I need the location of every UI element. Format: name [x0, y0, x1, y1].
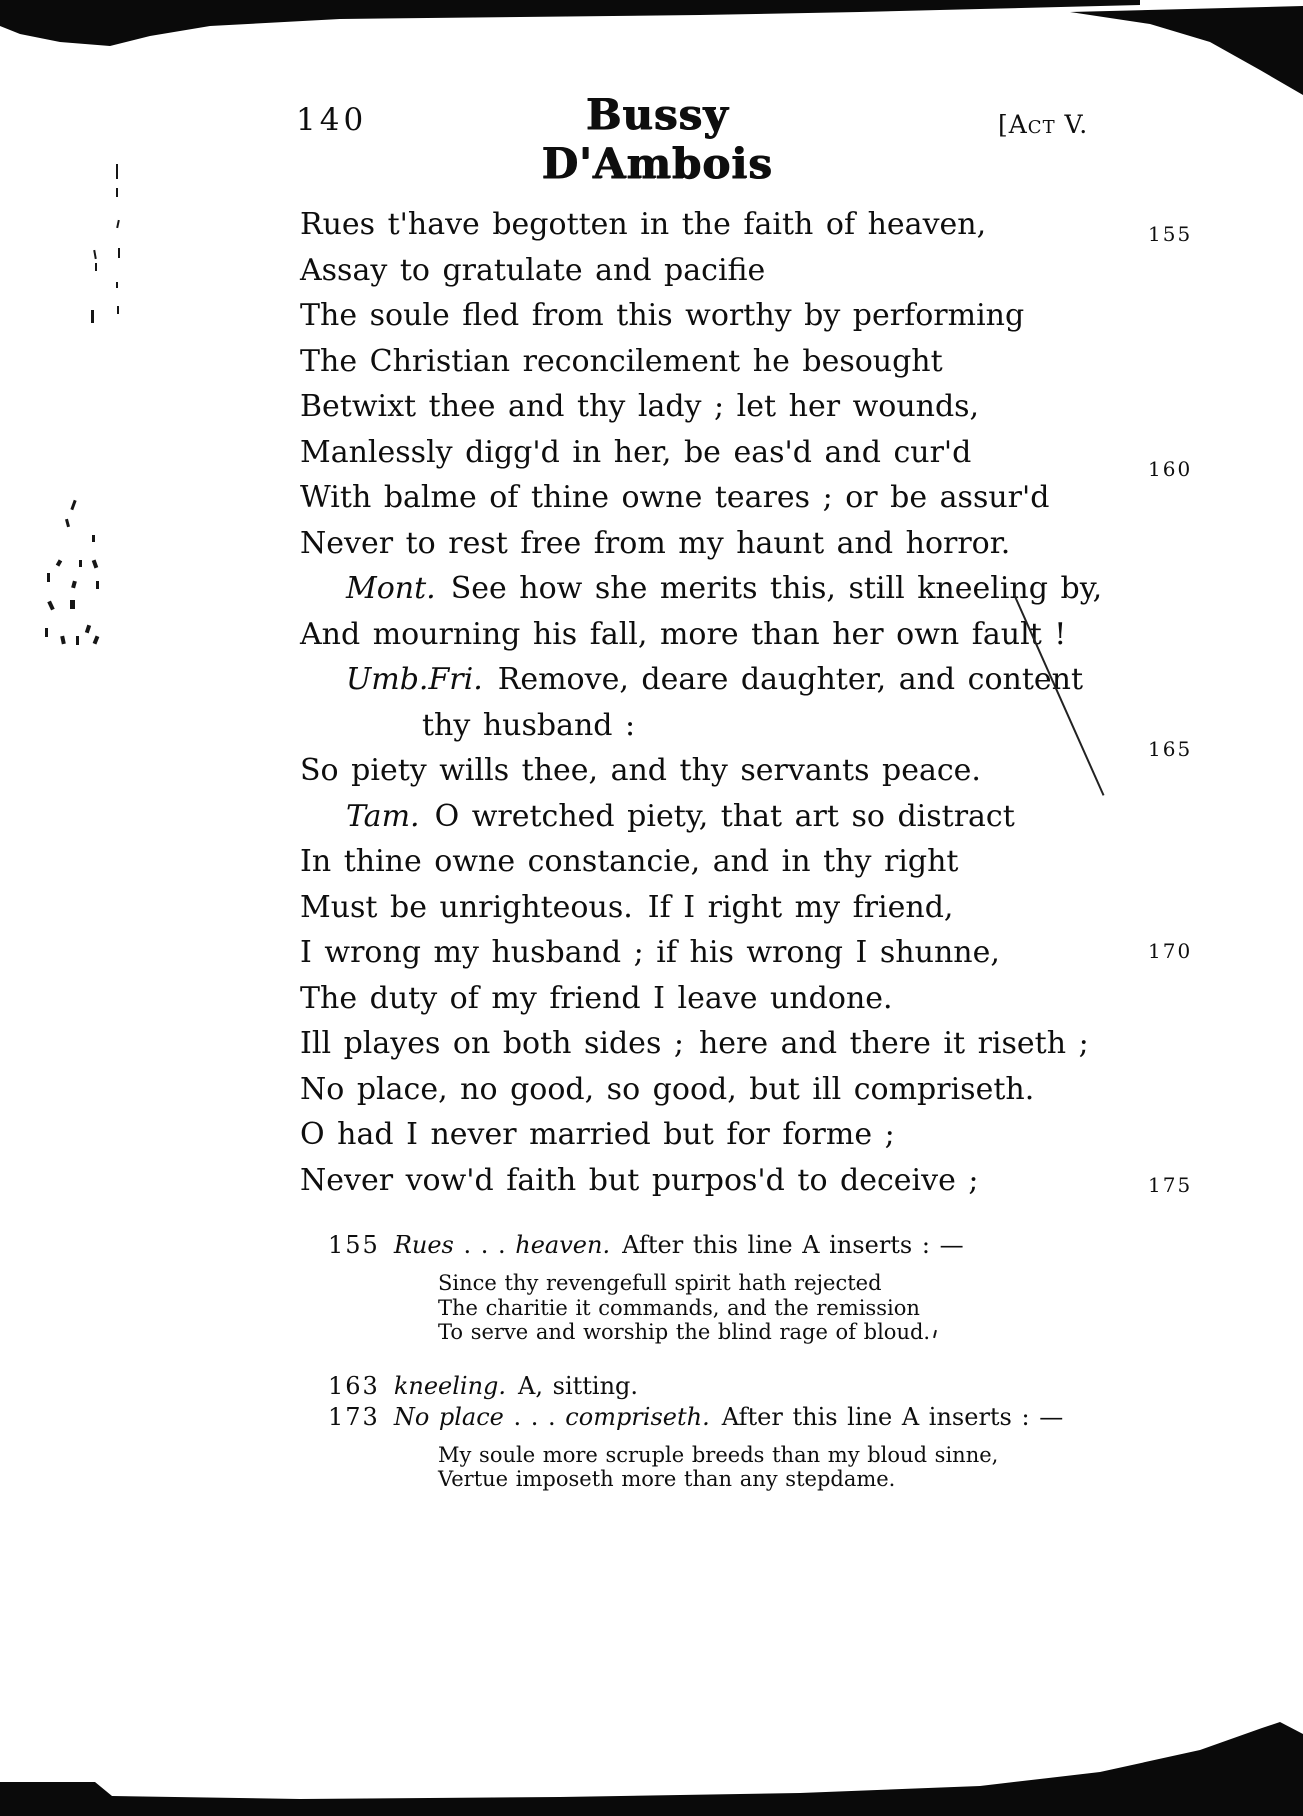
ink-speck	[91, 310, 94, 323]
ink-speck	[117, 306, 119, 314]
footnote-quote-line: Since thy revengefull spirit hath rejected	[438, 1271, 882, 1295]
act-header: [Act V.	[998, 110, 1089, 139]
ink-smudge-top	[0, 0, 1140, 46]
verse-line: Manlessly digg'd in her, be eas'd and cur'd	[300, 434, 972, 470]
ink-speck	[76, 636, 79, 645]
margin-line-number: 175	[1148, 1173, 1193, 1198]
verse-line: I wrong my husband ; if his wrong I shunne,	[300, 935, 1000, 970]
footnote-quoted-lines	[438, 1271, 1068, 1345]
verse-line: The soule fled from this worthy by performing	[300, 298, 1025, 333]
verse-line: Ill playes on both sides ; here and there it riseth ;	[300, 1026, 1089, 1061]
ink-speck	[93, 250, 97, 259]
ink-speck	[96, 581, 99, 589]
ink-speck	[116, 188, 118, 197]
page-number: 140	[296, 102, 368, 138]
verse-line: thy husband :	[422, 707, 636, 743]
margin-line-number: 155	[1148, 222, 1193, 247]
verse-line: The Christian reconcilement he besought	[300, 343, 943, 379]
ink-speck	[92, 535, 95, 542]
footnote-entry: 155 Rues . . . heaven. After this line A inserts : —	[328, 1231, 964, 1259]
line-number-rail	[1148, 202, 1228, 1252]
footnote-number: 163	[328, 1371, 394, 1400]
verse-line: Mont. See how she merits this, still kneeling by,	[346, 571, 1103, 606]
ink-speck	[116, 282, 118, 288]
verse-line: O had I never married but for forme ;	[300, 1117, 895, 1152]
ink-smudge-top-right	[1060, 0, 1303, 95]
ink-speck	[47, 601, 54, 611]
verse-line: Umb.Fri. Remove, deare daughter, and content	[346, 662, 1084, 697]
verse-line: So piety wills thee, and thy servants peace.	[300, 753, 981, 788]
verse-line: And mourning his fall, more than her own fault !	[300, 616, 1067, 652]
verse-line: With balme of thine owne teares ; or be assur'd	[300, 480, 1050, 515]
footnote-entry: 163 kneeling. A, sitting.	[328, 1371, 639, 1400]
footnote-quote-line: To serve and worship the blind rage of bloud.	[438, 1320, 931, 1344]
ink-speck	[116, 220, 120, 228]
verse-line: Betwixt thee and thy lady ; let her wounds,	[300, 389, 980, 424]
footnote-quote-line: Vertue imposeth more than any stepdame.	[438, 1467, 896, 1491]
ink-speck	[118, 248, 120, 258]
ink-speck	[65, 519, 70, 528]
ink-smudge-bottom	[0, 1720, 1303, 1816]
margin-line-number: 170	[1148, 939, 1193, 964]
ink-speck	[45, 628, 48, 637]
verse-line: Rues t'have begotten in the faith of heaven,	[300, 207, 987, 242]
verse-line: Assay to gratulate and pacifie	[300, 252, 766, 288]
verse-line: In thine owne constancie, and in thy right	[300, 844, 959, 879]
verse-line: The duty of my friend I leave undone.	[300, 980, 893, 1016]
footnotes-block	[328, 1230, 1068, 1518]
ink-speck	[47, 573, 50, 582]
verse-block	[300, 202, 1103, 1203]
ink-speck	[60, 636, 66, 645]
running-title: Bussy D'Ambois	[541, 90, 773, 188]
ink-speck	[70, 500, 76, 510]
ink-speck	[116, 164, 118, 179]
margin-line-number: 165	[1148, 736, 1193, 761]
ink-speck	[71, 581, 77, 589]
ink-speck	[56, 559, 62, 566]
ink-speck	[85, 625, 91, 634]
ink-speck	[95, 263, 97, 271]
verse-line: Must be unrighteous. If I right my friend,	[300, 889, 954, 925]
verse-line: Never vow'd faith but purpos'd to deceive ;	[300, 1162, 979, 1198]
ink-speck	[92, 560, 98, 569]
ink-speck	[93, 636, 100, 645]
verse-line: No place, no good, so good, but ill compriseth.	[300, 1071, 1035, 1107]
footnote-number: 155	[328, 1231, 394, 1259]
ink-speck	[70, 600, 75, 609]
footnote-number: 173	[328, 1402, 394, 1431]
footnote-quote-line: The charitie it commands, and the remission	[438, 1295, 920, 1320]
footnote-entry: 173 No place . . . compriseth. After this line A inserts : —	[328, 1402, 1064, 1431]
verse-line: Tam. O wretched piety, that art so distract	[346, 798, 1015, 834]
ink-speck	[79, 560, 82, 567]
margin-line-number: 160	[1148, 456, 1193, 481]
footnote-quote-line: My soule more scruple breeds than my bloud sinne,	[438, 1442, 999, 1467]
verse-line: Never to rest free from my haunt and horror.	[300, 525, 1011, 561]
footnote-quoted-lines	[438, 1443, 1068, 1492]
